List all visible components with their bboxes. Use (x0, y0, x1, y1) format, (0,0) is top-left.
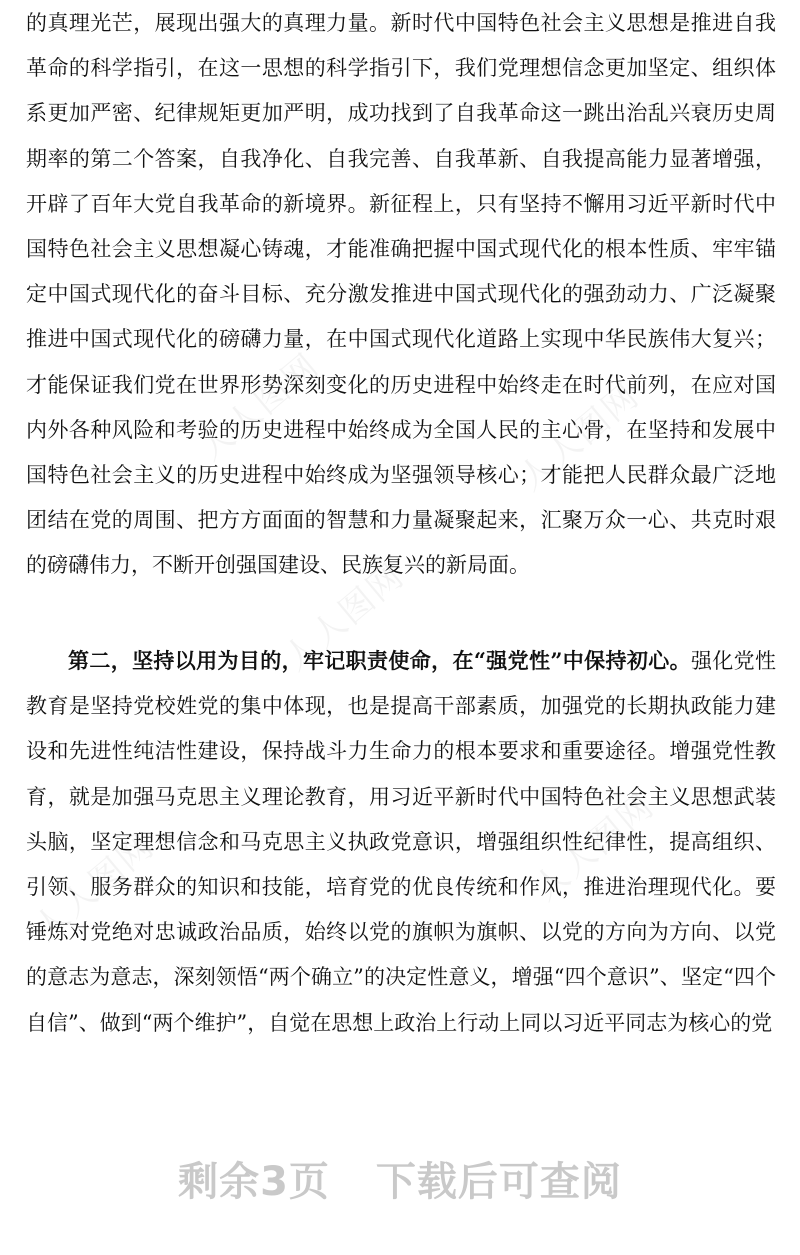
watermark: 人人图网 (526, 785, 663, 909)
download-prompt-banner[interactable] (0, 1150, 800, 1207)
download-to-view-label: 下载后可查阅 (375, 1159, 622, 1205)
watermark: 人人图网 (511, 375, 648, 499)
watermark: 人人图网 (191, 345, 328, 469)
remaining-pages-label: 剩余3页 (178, 1159, 330, 1205)
body-paragraph-2 (26, 638, 776, 1046)
body-paragraph-1 (26, 1, 776, 589)
paragraph-2-text: 强化党性教育是坚持党校姓党的集中体现，也是提高干部素质，加强党的长期执政能力建设和先进性纯洁性建设，保持战斗力生命力的根本要求和重要途径。增强党性教育，就是加强马克思主义理论教育，用习近平新时代中国特色社会主义思想武装头脑，坚定理想信念和马克思主义执政党意识，增强组织性纪律性，提高组织、引领、服务群众的知识和技能，培育党的优良传统和作风，推进治理现代化。要锤炼对党绝对忠诚政治品质，始终以党的旗帜为旗帜、以党的方向为方向、以党的意志为意志，深刻领悟“两个确立”的决定性意义，增强“四个意识”、坚定“四个自信”、做到“两个维护”，自觉在思想上政治上行动上同以习近平同志为核心的党 (26, 649, 777, 1035)
watermark: 人人图网 (26, 825, 163, 949)
paragraph-2-lead-heading: 第二，坚持以用为目的，牢记职责使命，在“强党性”中保持初心。 (68, 648, 691, 673)
watermark: 人人图网 (276, 555, 413, 679)
paragraph-1-text: 的真理光芒，展现出强大的真理力量。新时代中国特色社会主义思想是推进自我革命的科学指引，在这一思想的科学指引下，我们党理想信念更加坚定、组织体系更加严密、纪律规矩更加严明，成功找到了自我革命这一跳出治乱兴衰历史周期率的第二个答案，自我净化、自我完善、自我革新、自我提高能力显著增强，开辟了百年大党自我革命的新境界。新征程上，只有坚持不懈用习近平新时代中国特色社会主义思想凝心铸魂，才能准确把握中国式现代化的根本性质、牢牢锚定中国式现代化的奋斗目标、充分激发推进中国式现代化的强劲动力、广泛凝聚推进中国式现代化的磅礴力量，在中国式现代化道路上实现中华民族伟大复兴；才能保证我们党在世界形势深刻变化的历史进程中始终走在时代前列，在应对国内外各种风险和考验的历史进程中始终成为全国人民的主心骨，在坚持和发展中国特色社会主义的历史进程中始终成为坚强领导核心；才能把人民群众最广泛地团结在党的周围、把方方面面的智慧和力量凝聚起来，汇聚万众一心、共克时艰的磅礴伟力，不断开创强国建设、民族复兴的新局面。 (26, 11, 776, 578)
